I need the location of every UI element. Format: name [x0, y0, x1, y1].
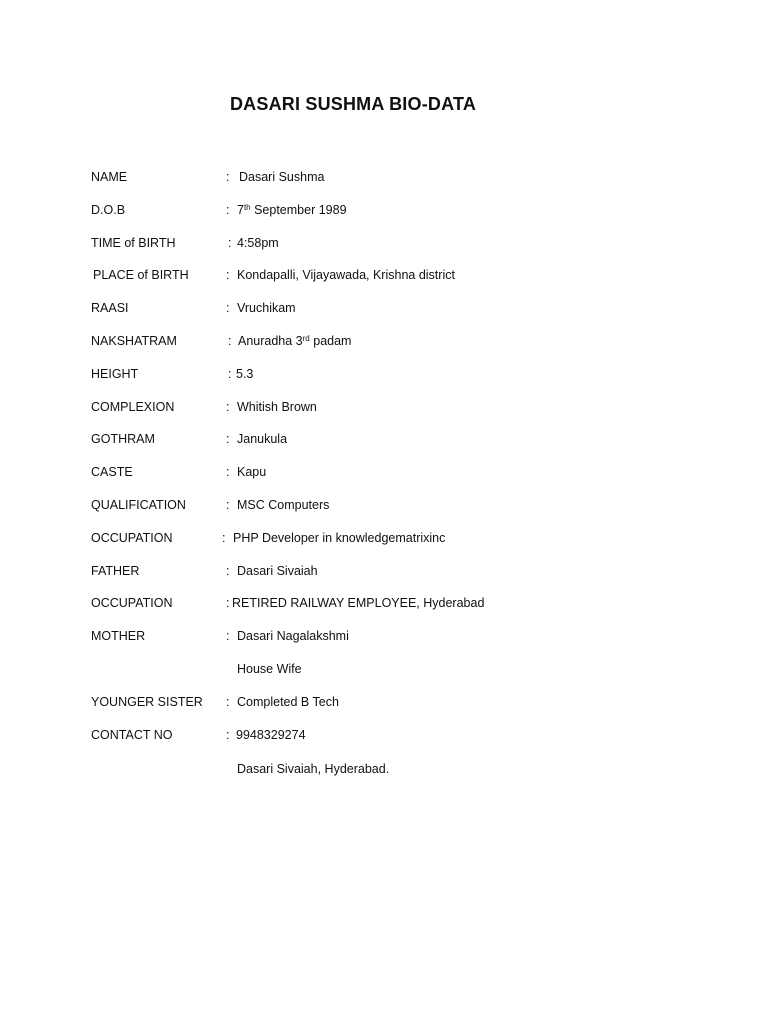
field-row-occupation [0, 528, 768, 548]
field-row-mother-line2 [0, 659, 768, 679]
field-label: OCCUPATION [91, 531, 173, 545]
field-row-contact [0, 725, 768, 745]
field-value: Janukula [237, 432, 288, 446]
field-separator: : [226, 170, 230, 184]
field-value: Kapu [237, 465, 267, 479]
field-label: CONTACT NO [91, 728, 173, 742]
dob-ordinal-suffix: th [243, 203, 251, 212]
field-row-nakshatram [0, 331, 768, 351]
field-row-time-of-birth [0, 233, 768, 253]
field-row-gothram [0, 429, 768, 449]
field-label: NAKSHATRAM [91, 334, 177, 348]
field-separator: : [228, 367, 232, 381]
field-separator: : [226, 564, 230, 578]
field-label: HEIGHT [91, 367, 139, 381]
field-separator: : [226, 268, 230, 282]
nakshatram-ordinal-suffix: rd [302, 334, 310, 343]
field-row-father-occupation [0, 593, 768, 613]
field-label: FATHER [91, 564, 140, 578]
field-separator: : [226, 629, 230, 643]
field-row-qualification [0, 495, 768, 515]
nakshatram-main: Anuradha 3 [238, 334, 303, 348]
field-label: CASTE [91, 465, 133, 479]
field-separator: : [226, 432, 230, 446]
field-value: 4:58pm [237, 236, 279, 250]
field-row-mother [0, 626, 768, 646]
field-label: PLACE of BIRTH [93, 268, 189, 282]
field-value: 9948329274 [236, 728, 306, 742]
field-label: QUALIFICATION [91, 498, 186, 512]
field-label: YOUNGER SISTER [91, 695, 203, 709]
field-row-complexion [0, 397, 768, 417]
field-value: Dasari Sushma [239, 170, 325, 184]
field-value: PHP Developer in knowledgematrixinc [233, 531, 446, 545]
field-row-height [0, 364, 768, 384]
field-separator: : [228, 236, 232, 250]
field-label: MOTHER [91, 629, 146, 643]
field-row-father [0, 561, 768, 581]
field-separator: : [226, 301, 230, 315]
field-value-continuation: House Wife [237, 662, 302, 676]
field-separator: : [226, 498, 230, 512]
field-value: Dasari Nagalakshmi [237, 629, 349, 643]
field-separator: : [226, 728, 230, 742]
field-value: Completed B Tech [237, 695, 339, 709]
nakshatram-padam: padam [309, 334, 352, 348]
field-label: RAASI [91, 301, 129, 315]
field-label: OCCUPATION [91, 596, 173, 610]
field-label: COMPLEXION [91, 400, 175, 414]
document-title: DASARI SUSHMA BIO-DATA [229, 94, 477, 114]
field-row-dob [0, 200, 768, 220]
field-row-contact-line2 [0, 759, 768, 779]
field-value: Kondapalli, Vijayawada, Krishna district [237, 268, 455, 282]
field-row-younger-sister [0, 692, 768, 712]
field-value [237, 200, 347, 220]
field-label: GOTHRAM [91, 432, 155, 446]
field-separator: : [226, 695, 230, 709]
field-row-place-of-birth [0, 265, 768, 285]
field-row-name [0, 167, 768, 187]
field-value: RETIRED RAILWAY EMPLOYEE, Hyderabad [232, 596, 485, 610]
field-row-caste [0, 462, 768, 482]
field-value: Dasari Sivaiah [237, 564, 318, 578]
field-separator: : [222, 531, 226, 545]
field-separator: : [226, 596, 230, 610]
field-value: 5.3 [236, 367, 254, 381]
field-value: MSC Computers [237, 498, 330, 512]
dob-day: 7 [237, 203, 244, 217]
field-separator: : [226, 400, 230, 414]
field-separator: : [226, 203, 230, 217]
field-value-continuation: Dasari Sivaiah, Hyderabad. [237, 762, 390, 776]
field-value: Whitish Brown [237, 400, 317, 414]
field-label: D.O.B [91, 203, 126, 217]
field-separator: : [228, 334, 232, 348]
dob-month-year: September 1989 [250, 203, 347, 217]
field-row-raasi [0, 298, 768, 318]
field-label: NAME [91, 170, 128, 184]
field-label: TIME of BIRTH [91, 236, 176, 250]
field-separator: : [226, 465, 230, 479]
field-value: Vruchikam [237, 301, 296, 315]
field-value [238, 331, 351, 351]
